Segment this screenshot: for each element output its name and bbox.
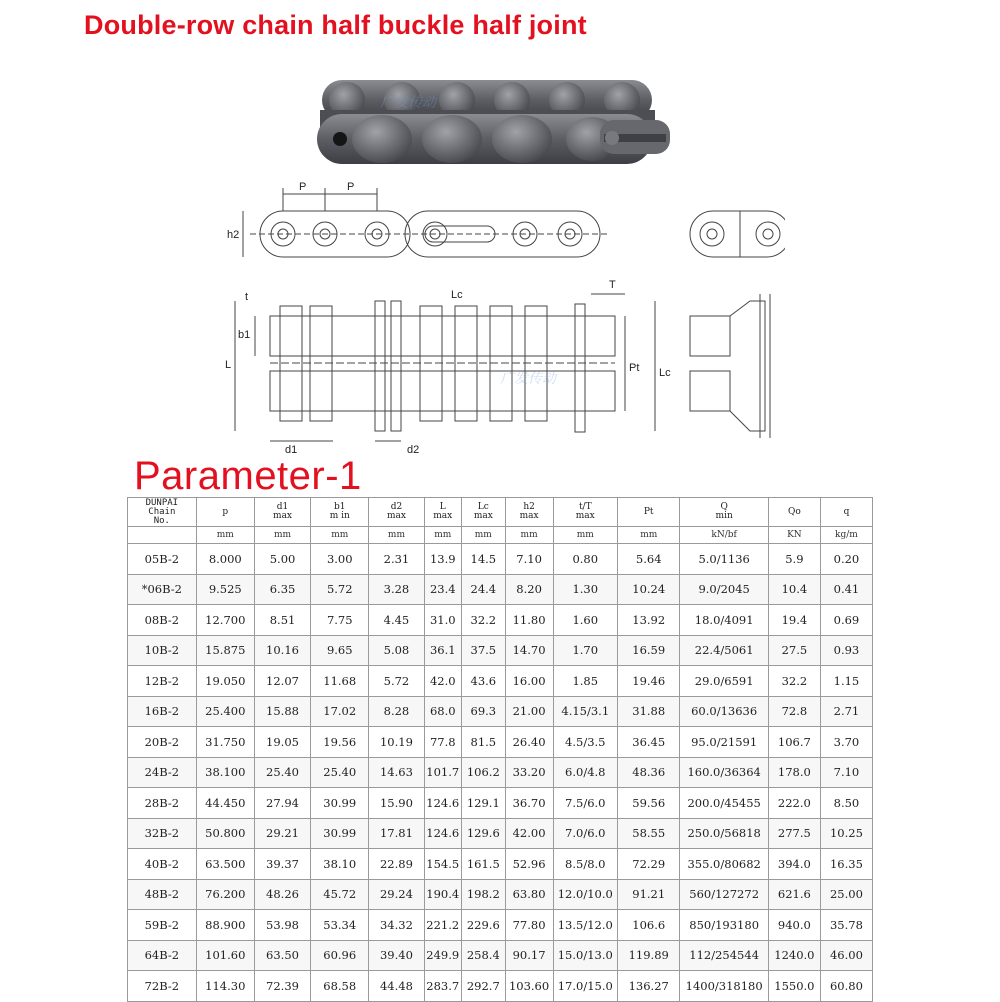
header-cell: [128, 498, 197, 527]
header-cell: [505, 498, 553, 527]
value-cell: 15.0/13.0: [553, 940, 618, 971]
value-cell: 4.5/3.5: [553, 727, 618, 758]
value-cell: 292.7: [461, 971, 505, 1002]
value-cell: 560/127272: [680, 879, 768, 910]
value-cell: 81.5: [461, 727, 505, 758]
value-cell: 0.80: [553, 544, 618, 575]
value-cell: 8.20: [505, 574, 553, 605]
value-cell: 58.55: [618, 818, 680, 849]
value-cell: 72.39: [254, 971, 310, 1002]
chain-number-cell: 40B-2: [128, 849, 197, 880]
value-cell: 19.4: [768, 605, 820, 636]
value-cell: 119.89: [618, 940, 680, 971]
value-cell: 7.75: [311, 605, 369, 636]
value-cell: 45.72: [311, 879, 369, 910]
value-cell: 161.5: [461, 849, 505, 880]
header-qualifier: min: [715, 511, 733, 521]
value-cell: 53.98: [254, 910, 310, 941]
unit-cell: [128, 527, 197, 544]
value-cell: 60.0/13636: [680, 696, 768, 727]
value-cell: 25.40: [311, 757, 369, 788]
value-cell: 39.37: [254, 849, 310, 880]
label-p2: P: [347, 181, 355, 193]
end-view-bottom: [690, 294, 770, 438]
header-qualifier: m in: [329, 511, 350, 521]
value-cell: 101.7: [424, 757, 461, 788]
value-cell: 17.02: [311, 696, 369, 727]
value-cell: 1.70: [553, 635, 618, 666]
value-cell: 13.9: [424, 544, 461, 575]
table-row: [128, 818, 873, 849]
value-cell: 355.0/80682: [680, 849, 768, 880]
value-cell: 258.4: [461, 940, 505, 971]
value-cell: 38.10: [311, 849, 369, 880]
value-cell: 9.525: [196, 574, 254, 605]
value-cell: 3.28: [369, 574, 424, 605]
watermark-text-2: 广发传动: [500, 370, 556, 386]
value-cell: 34.32: [369, 910, 424, 941]
value-cell: 222.0: [768, 788, 820, 819]
value-cell: 36.1: [424, 635, 461, 666]
value-cell: 16.35: [820, 849, 872, 880]
value-cell: 8.28: [369, 696, 424, 727]
value-cell: 63.80: [505, 879, 553, 910]
value-cell: 14.63: [369, 757, 424, 788]
parameter-table: [127, 497, 873, 1002]
value-cell: 10.25: [820, 818, 872, 849]
unit-cell: mm: [254, 527, 310, 544]
header-cell: [461, 498, 505, 527]
label-lc-top: Lc: [451, 289, 463, 301]
value-cell: 106.2: [461, 757, 505, 788]
value-cell: 25.400: [196, 696, 254, 727]
value-cell: 129.1: [461, 788, 505, 819]
value-cell: 5.9: [768, 544, 820, 575]
value-cell: 136.27: [618, 971, 680, 1002]
value-cell: 30.99: [311, 788, 369, 819]
value-cell: 19.05: [254, 727, 310, 758]
label-d1: d1: [285, 444, 298, 456]
value-cell: 5.00: [254, 544, 310, 575]
value-cell: 38.100: [196, 757, 254, 788]
value-cell: 19.56: [311, 727, 369, 758]
value-cell: 621.6: [768, 879, 820, 910]
unit-cell: kN/bf: [680, 527, 768, 544]
value-cell: 0.69: [820, 605, 872, 636]
value-cell: 160.0/36364: [680, 757, 768, 788]
value-cell: 31.750: [196, 727, 254, 758]
unit-cell: kg/m: [820, 527, 872, 544]
value-cell: 9.0/2045: [680, 574, 768, 605]
unit-cell: mm: [311, 527, 369, 544]
header-symbol: Pt: [643, 506, 654, 517]
value-cell: 106.6: [618, 910, 680, 941]
header-symbol: h2: [523, 502, 535, 512]
value-cell: 8.50: [820, 788, 872, 819]
value-cell: 940.0: [768, 910, 820, 941]
value-cell: 11.68: [311, 666, 369, 697]
value-cell: 0.20: [820, 544, 872, 575]
value-cell: 60.96: [311, 940, 369, 971]
table-body: [128, 544, 873, 1002]
chain-number-cell: 28B-2: [128, 788, 197, 819]
value-cell: 29.24: [369, 879, 424, 910]
value-cell: 10.24: [618, 574, 680, 605]
page-title: Double-row chain half buckle half joint: [84, 10, 587, 40]
value-cell: 23.4: [424, 574, 461, 605]
value-cell: 69.3: [461, 696, 505, 727]
header-qualifier: max: [575, 511, 595, 521]
value-cell: 850/193180: [680, 910, 768, 941]
value-cell: 229.6: [461, 910, 505, 941]
value-cell: 7.0/6.0: [553, 818, 618, 849]
header-qualifier: max: [433, 511, 453, 521]
header-cell: [820, 498, 872, 527]
value-cell: 1550.0: [768, 971, 820, 1002]
table-row: [128, 696, 873, 727]
label-t: t: [245, 291, 249, 303]
value-cell: 25.00: [820, 879, 872, 910]
header-symbol: p: [222, 506, 229, 517]
value-cell: 0.41: [820, 574, 872, 605]
chain-number-cell: 32B-2: [128, 818, 197, 849]
chain-number-cell: 48B-2: [128, 879, 197, 910]
chain-technical-drawing: [225, 176, 785, 456]
table-row: [128, 879, 873, 910]
table-row: [128, 940, 873, 971]
unit-cell: mm: [369, 527, 424, 544]
value-cell: 3.70: [820, 727, 872, 758]
value-cell: 31.0: [424, 605, 461, 636]
table-row: [128, 605, 873, 636]
value-cell: 72.8: [768, 696, 820, 727]
value-cell: 101.60: [196, 940, 254, 971]
value-cell: 26.40: [505, 727, 553, 758]
header-symbol: Lc: [477, 502, 489, 512]
value-cell: 22.4/5061: [680, 635, 768, 666]
table-row: [128, 971, 873, 1002]
value-cell: 53.34: [311, 910, 369, 941]
value-cell: 10.19: [369, 727, 424, 758]
value-cell: 18.0/4091: [680, 605, 768, 636]
label-T: T: [609, 279, 616, 291]
table-row: [128, 666, 873, 697]
value-cell: 5.64: [618, 544, 680, 575]
header-symbol: b1: [333, 502, 346, 512]
value-cell: 0.93: [820, 635, 872, 666]
value-cell: 95.0/21591: [680, 727, 768, 758]
table-row: [128, 910, 873, 941]
header-cell: [680, 498, 768, 527]
value-cell: 250.0/56818: [680, 818, 768, 849]
value-cell: 106.7: [768, 727, 820, 758]
value-cell: 12.0/10.0: [553, 879, 618, 910]
value-cell: 283.7: [424, 971, 461, 1002]
value-cell: 37.5: [461, 635, 505, 666]
label-d2: d2: [407, 444, 420, 456]
section-title: Parameter-1: [134, 454, 362, 498]
chain-number-cell: 10B-2: [128, 635, 197, 666]
value-cell: 178.0: [768, 757, 820, 788]
header-cell: [311, 498, 369, 527]
value-cell: 4.15/3.1: [553, 696, 618, 727]
value-cell: 77.80: [505, 910, 553, 941]
value-cell: 112/254544: [680, 940, 768, 971]
value-cell: 5.72: [311, 574, 369, 605]
header-qualifier: max: [519, 511, 539, 521]
chain-number-cell: 64B-2: [128, 940, 197, 971]
header-symbol: d1: [276, 502, 289, 512]
watermark-text: 广发传动: [380, 94, 436, 110]
value-cell: 24.4: [461, 574, 505, 605]
value-cell: 1.60: [553, 605, 618, 636]
value-cell: 76.200: [196, 879, 254, 910]
value-cell: 63.500: [196, 849, 254, 880]
chain-number-cell: 05B-2: [128, 544, 197, 575]
value-cell: 50.800: [196, 818, 254, 849]
value-cell: 27.94: [254, 788, 310, 819]
label-b1: b1: [238, 329, 251, 341]
header-symbol: Qo: [787, 506, 801, 517]
header-cell: [768, 498, 820, 527]
table-header-row: [128, 498, 873, 527]
value-cell: 8.5/8.0: [553, 849, 618, 880]
table-row: [128, 574, 873, 605]
table-row: [128, 849, 873, 880]
value-cell: 114.30: [196, 971, 254, 1002]
value-cell: 10.4: [768, 574, 820, 605]
value-cell: 124.6: [424, 788, 461, 819]
value-cell: 27.5: [768, 635, 820, 666]
value-cell: 15.875: [196, 635, 254, 666]
value-cell: 13.5/12.0: [553, 910, 618, 941]
value-cell: 4.45: [369, 605, 424, 636]
chain-number-cell: 20B-2: [128, 727, 197, 758]
value-cell: 35.78: [820, 910, 872, 941]
value-cell: 29.21: [254, 818, 310, 849]
header-cell: [254, 498, 310, 527]
value-cell: 3.00: [311, 544, 369, 575]
label-pt: Pt: [629, 362, 640, 374]
value-cell: 36.70: [505, 788, 553, 819]
value-cell: 90.17: [505, 940, 553, 971]
value-cell: 16.59: [618, 635, 680, 666]
value-cell: 5.08: [369, 635, 424, 666]
side-view-plates: [243, 188, 610, 257]
header-symbol: d2: [390, 502, 403, 512]
value-cell: 103.60: [505, 971, 553, 1002]
value-cell: 13.92: [618, 605, 680, 636]
header-cell: [618, 498, 680, 527]
label-h2: h2: [227, 229, 240, 241]
value-cell: 6.35: [254, 574, 310, 605]
value-cell: 9.65: [311, 635, 369, 666]
value-cell: 68.0: [424, 696, 461, 727]
value-cell: 2.31: [369, 544, 424, 575]
value-cell: 59.56: [618, 788, 680, 819]
header-cell: [196, 498, 254, 527]
value-cell: 14.70: [505, 635, 553, 666]
table-row: [128, 788, 873, 819]
value-cell: 32.2: [461, 605, 505, 636]
chain-number-cell: *06B-2: [128, 574, 197, 605]
table-row: [128, 727, 873, 758]
unit-cell: mm: [553, 527, 618, 544]
chain-number-cell: 16B-2: [128, 696, 197, 727]
value-cell: 1240.0: [768, 940, 820, 971]
value-cell: 154.5: [424, 849, 461, 880]
value-cell: 52.96: [505, 849, 553, 880]
value-cell: 15.90: [369, 788, 424, 819]
value-cell: 12.07: [254, 666, 310, 697]
unit-cell: mm: [461, 527, 505, 544]
header-qualifier: max: [273, 511, 293, 521]
table-unit-row: [128, 527, 873, 544]
value-cell: 29.0/6591: [680, 666, 768, 697]
value-cell: 30.99: [311, 818, 369, 849]
value-cell: 124.6: [424, 818, 461, 849]
chain-photo: [312, 72, 682, 172]
label-p1: P: [299, 181, 307, 193]
unit-cell: mm: [618, 527, 680, 544]
value-cell: 48.26: [254, 879, 310, 910]
value-cell: 190.4: [424, 879, 461, 910]
value-cell: 5.72: [369, 666, 424, 697]
value-cell: 32.2: [768, 666, 820, 697]
value-cell: 60.80: [820, 971, 872, 1002]
chain-number-cell: 59B-2: [128, 910, 197, 941]
unit-cell: mm: [196, 527, 254, 544]
label-L: L: [225, 359, 232, 371]
value-cell: 22.89: [369, 849, 424, 880]
value-cell: 46.00: [820, 940, 872, 971]
value-cell: 63.50: [254, 940, 310, 971]
value-cell: 42.0: [424, 666, 461, 697]
value-cell: 91.21: [618, 879, 680, 910]
header-qualifier: max: [473, 511, 493, 521]
value-cell: 2.71: [820, 696, 872, 727]
value-cell: 48.36: [618, 757, 680, 788]
value-cell: 19.050: [196, 666, 254, 697]
header-symbol: t/T: [578, 502, 592, 512]
header-line: Chain: [148, 506, 176, 517]
header-symbol: Q: [720, 502, 728, 512]
header-line: DUNPAI: [145, 497, 179, 508]
value-cell: 1.30: [553, 574, 618, 605]
end-view-top: [690, 211, 785, 257]
value-cell: 1.15: [820, 666, 872, 697]
header-cell: [369, 498, 424, 527]
value-cell: 31.88: [618, 696, 680, 727]
unit-cell: mm: [424, 527, 461, 544]
value-cell: 88.900: [196, 910, 254, 941]
header-symbol: q: [843, 506, 850, 517]
value-cell: 10.16: [254, 635, 310, 666]
table-row: [128, 757, 873, 788]
header-cell: [553, 498, 618, 527]
chain-number-cell: 72B-2: [128, 971, 197, 1002]
unit-cell: mm: [505, 527, 553, 544]
value-cell: 8.000: [196, 544, 254, 575]
value-cell: 394.0: [768, 849, 820, 880]
value-cell: 12.700: [196, 605, 254, 636]
chain-number-cell: 24B-2: [128, 757, 197, 788]
value-cell: 21.00: [505, 696, 553, 727]
value-cell: 68.58: [311, 971, 369, 1002]
value-cell: 77.8: [424, 727, 461, 758]
value-cell: 129.6: [461, 818, 505, 849]
value-cell: 1400/318180: [680, 971, 768, 1002]
value-cell: 42.00: [505, 818, 553, 849]
header-line: No.: [153, 515, 170, 526]
value-cell: 8.51: [254, 605, 310, 636]
value-cell: 72.29: [618, 849, 680, 880]
value-cell: 19.46: [618, 666, 680, 697]
label-lc-side: Lc: [659, 367, 671, 379]
value-cell: 25.40: [254, 757, 310, 788]
value-cell: 43.6: [461, 666, 505, 697]
value-cell: 44.450: [196, 788, 254, 819]
chain-number-cell: 08B-2: [128, 605, 197, 636]
value-cell: 221.2: [424, 910, 461, 941]
value-cell: 200.0/45455: [680, 788, 768, 819]
value-cell: 277.5: [768, 818, 820, 849]
value-cell: 17.81: [369, 818, 424, 849]
value-cell: 14.5: [461, 544, 505, 575]
unit-cell: KN: [768, 527, 820, 544]
table-row: [128, 635, 873, 666]
value-cell: 5.0/1136: [680, 544, 768, 575]
value-cell: 198.2: [461, 879, 505, 910]
value-cell: 16.00: [505, 666, 553, 697]
chain-number-cell: 12B-2: [128, 666, 197, 697]
table-row: [128, 544, 873, 575]
value-cell: 7.5/6.0: [553, 788, 618, 819]
header-cell: [424, 498, 461, 527]
header-qualifier: max: [386, 511, 406, 521]
value-cell: 249.9: [424, 940, 461, 971]
value-cell: 36.45: [618, 727, 680, 758]
plan-view-double-row: [235, 294, 655, 441]
parameter-table-container: [127, 497, 873, 997]
value-cell: 11.80: [505, 605, 553, 636]
value-cell: 17.0/15.0: [553, 971, 618, 1002]
header-symbol: L: [439, 502, 446, 512]
value-cell: 15.88: [254, 696, 310, 727]
value-cell: 39.40: [369, 940, 424, 971]
value-cell: 7.10: [820, 757, 872, 788]
value-cell: 44.48: [369, 971, 424, 1002]
value-cell: 6.0/4.8: [553, 757, 618, 788]
value-cell: 1.85: [553, 666, 618, 697]
value-cell: 33.20: [505, 757, 553, 788]
value-cell: 7.10: [505, 544, 553, 575]
